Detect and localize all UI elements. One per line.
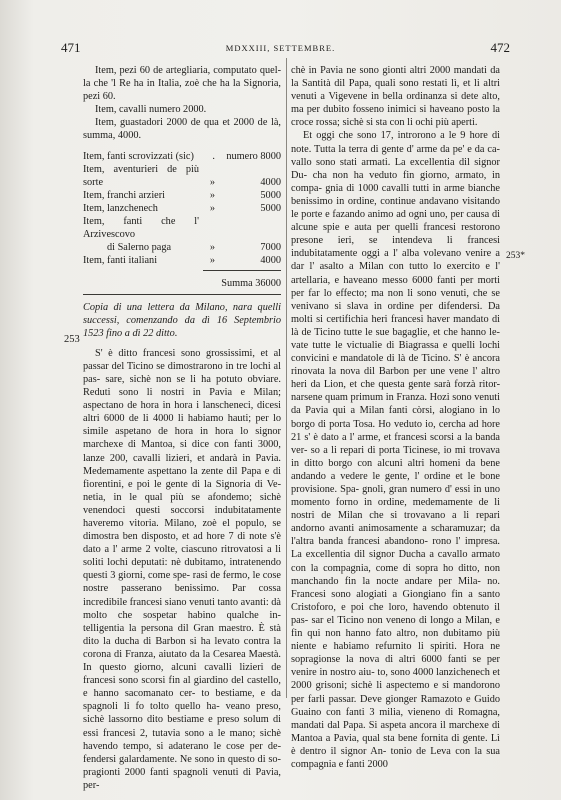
troop-ditto: » [209, 176, 215, 188]
sum-rule [203, 270, 281, 271]
troop-label: Item, fanti scrovizzati (sic) [83, 150, 194, 162]
paragraph: Et oggi che sono 17, introrono a le 9 hore di note. Tutta la terra di gente d' arme da pe' e da ca- vallo sono stati armati. La excellentia dil signor Du- cha non ha veduto fin giorno, armato, in compa- gnia di 1000 cavalli tutti in arme bianche benissimo in ordine, continue andavano visitando le porte e fazando animo ad ogni uno, per causa di alcune spie e auta per quelli francesi restorono presone ieri, se intendeva li francesi indubitatamente oggi a l' alba volevano venire a dar l' asalto a Milan con tutto lo exercito e l' artellaria, e haveano messo 6000 fanti per morti per far lo effecto; ma non li sono venuti, che se venivano si slava in ordine per difendersi. Da molti si certifichia heri francesi haver mandato di là de Ticino tutte le sue bagaglie, et che hanno le- vate tutte le victualie di Biagrassa e quelli lochi convicini e mandatole di là de Ticino. S' è ancora rinovata la nova dil Barbon per une vene l' altro heri da Lion, et che questa gente sarà forzà ritor- narsene quam primum in Franza. Hozi sono venuti da Pavia qui a Milan fanti còrsi, alogiano in lo borgo di porta Tosa. Ho veduto io, cercha ad hore 21 s' è dato a l' arme, et francesi scorsi a la banda ver- so a li repari di porta Ticinese, io mi trovava in ditto borgo con alcuni altri homeni da bene andando a vedere le gente, l' ordine et le bone provisione. Spa- gnoli, gran numero d' essi in uno momento forno in ordine, medemamente de li nostri de Milan che si trovavano a li repari andorno avanti animosamente a scharamuzar; da l'altra banda francesi abandono- rono l' impresa. La excellentia dil signor Ducha a cavallo armato con la compagnia, come di sopra ho ditto, non manchando fin la nocte andare per Mila- no. Francesi sono alogiati a Giongiano fin a santo Cristoforo, e poi che loro, havendo obtenuto il pas- sar el Ticino non veneno di longo a Milan, e fin qui non hanno fato altro, non dubitamo più niente e habiamo refurnito li spiriti. Hora ne sopragionse la nova di altri 6000 fanti se per venire in nostro aiu- to, sono 4000 lanzichenech et 2000 grisoni; sichè li aspectemo e si mandorono per farli passar. Deve gionger Ramazoto e Guido Guaino con fanti 3 milia, vieneno di Romagna, mandati dal Papa. Si aspeta ancora il marchexe di Mantoa a Pavia, qual sta bene fornita di gente. Lì è dentro il signor An- tonio de Leva con la sua compagnia e fanti 2000 [291, 130, 500, 770]
page-header [0, 40, 561, 60]
troop-ditto: . [212, 150, 215, 162]
table-row [83, 202, 281, 215]
margin-number-right: 253* [506, 251, 525, 261]
troop-amount: numero 8000 [226, 150, 281, 162]
column-divider [286, 58, 287, 698]
table-row [83, 163, 281, 189]
left-column [83, 64, 281, 792]
troop-label: Item, fanti che l' Arzivescovo [83, 216, 199, 241]
troop-amount [219, 215, 281, 241]
right-column [291, 64, 500, 771]
troop-ditto [199, 215, 219, 241]
table-row [83, 189, 281, 202]
table-row [83, 254, 281, 267]
summa-total: Summa 36000 [221, 278, 281, 290]
troop-amount: 5000 [260, 189, 281, 201]
troop-label: Item, franchi arzieri [83, 189, 166, 201]
intro-line: Item, cavalli numero 2000. [95, 104, 207, 116]
table-row [83, 215, 281, 241]
troop-label: Item, aventurieri de più sorte [83, 163, 199, 188]
table-row [83, 241, 281, 254]
troop-label: di Salerno paga [107, 242, 172, 254]
table-row [83, 150, 281, 163]
running-title: MDXXIII, SETTEMBRE. [225, 43, 336, 53]
troop-ditto: » [209, 189, 215, 201]
intro-line: Item, pezi 60 de artegliaria, computato quel- la che 'l Re ha in Italia, zoè che ha la Signoria, pezi 60. [83, 65, 281, 103]
troop-ditto: » [209, 255, 215, 267]
letter-heading: Copia di una lettera da Milano, nara quelli successi, comenzando da dì 16 Septembrio 1523 fino a dì 22 ditto. [83, 301, 281, 339]
paragraph: chè in Pavia ne sono gionti altri 2000 mandati da la Santità dil Papa, quali sono restati lì, et li altri venuti a Vigevene in bella ordinanza si dete alto, ma per dubito fosseno inimici si haveano posto la croce rossa; sichè si sta con li ochi più aperti. [291, 65, 500, 129]
troop-label: Item, lanzchenech [83, 202, 158, 214]
troop-amount: 4000 [260, 176, 281, 188]
section-rule [83, 294, 281, 295]
troop-amount: 7000 [260, 242, 281, 254]
page-number-right: 472 [490, 40, 510, 55]
troop-ditto: » [209, 202, 215, 214]
margin-number-left: 253 [64, 334, 80, 345]
troop-ditto: » [209, 242, 215, 254]
troop-amount: 5000 [260, 202, 281, 214]
troops-table [83, 150, 281, 268]
page-number-left: 471 [61, 40, 81, 55]
intro-line: Item, guastadori 2000 de qua et 2000 de là, summa, 4000. [83, 117, 281, 142]
troop-amount: 4000 [260, 255, 281, 267]
troop-label: Item, fanti italiani [83, 255, 158, 267]
letter-body: S' è ditto francesi sono grossissimi, et al passar del Ticino se dimostrarono in tre lochi al pas- sare, sichè non se li ha potuto obviare. Reduti sono li nostri in Pavia e Milan; aspectano de hora in hora i lanscheneci, dicesi altri 6000 de li 4000 li habiamo hauti; per lo simile aspetano de hora in hora lo signor marchexe di Mantoa, si dice con fanti 3000, lanze 200, cavalli lizieri, et andarà in Pavia. Medemamente aspettano la zente dil Papa e di fiorentini, e poi le gente di la Signoria di Ve- netia, in le qual più se afondemo; sichè venendoci questi soccorsi indubitatamente haveremo vitoria. Milano, zoè el populo, se dimostra ben disposto, et ad hore 7 di note s'è dato a l' arme 2 volte, ciascuno ritrovatosi a li soliti lochi deputati: nè dubitamo, intratenendo questi 3 giorni, come spe- rasi de fermo, le cose nostre passerano benissimo. Par cossa incredibile francesi siano venuti tanto avanti: dà molto che sospetar habino qualche in- telligentia la persona dil Gran maestro. È stà dito la ducha di Barbon si ha levato contra la corona di Franza, aiutato da la Cesarea Maestà. In questo giorno, alcuni cavalli lizieri de francesi sono scorsi fin al giardino del castello, e hanno sacomanato cer- to bestiame, e da spagnoli li fo tolto quello ha- veano preso, sichè lassorno dito bestiame e preso solum di essi francesi 2, tutavia sono a le mano; sichè havendo tempo, si adaterano le cose per de- fendersi galardamente. Ne sono in questo di so- pragionti 2000 fanti spagnoli venuti di Pavia, per- [83, 347, 281, 791]
